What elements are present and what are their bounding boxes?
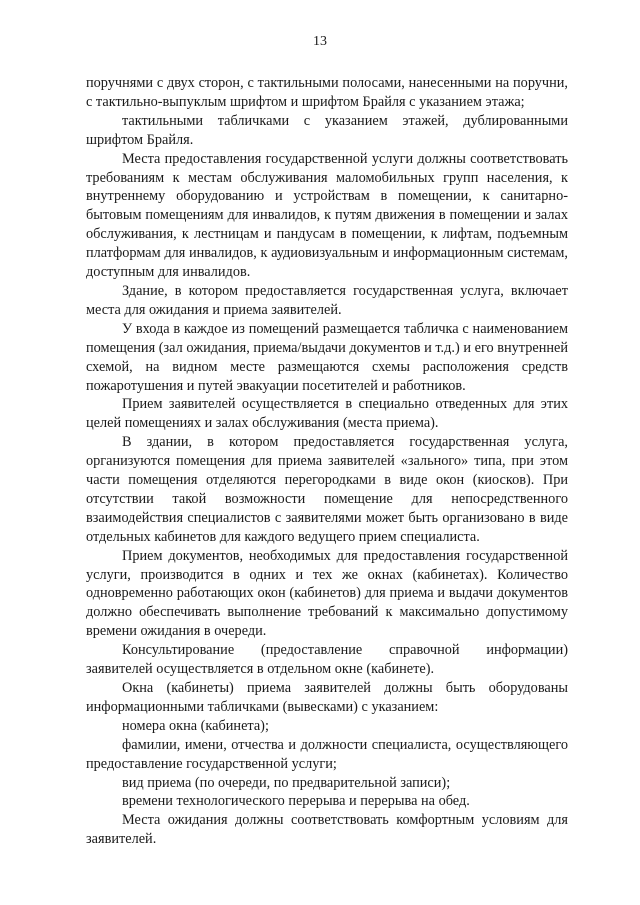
paragraph-tactile-plates: тактильными табличками с указанием этажей, дублированными шрифтом Брайля. <box>86 112 568 148</box>
document-body <box>86 74 568 849</box>
paragraph-window-signs: Окна (кабинеты) приема заявителей должны быть оборудованы информационными табличками (вывесками) с указанием: <box>86 680 568 715</box>
paragraph-service-places-requirements: Места предоставления государственной услуги должны соответствовать требованиям к местам обслуживания маломобильных групп населения, к внутреннему оборудованию и устройствам в помещении, к санитарно-бытовым помещениям для инвалидов, к путям движения в помещении и залах обслуживания, к лестницам и пандусам в помещении, к лифтам, подъемным платформам для инвалидов, к аудиовизуальным и информационным системам, доступным для инвалидов. <box>86 150 568 281</box>
paragraph-break-time: времени технологического перерыва и перерыва на обед. <box>122 793 470 810</box>
paragraph-specialist-name: фамилии, имени, отчества и должности специалиста, осуществляющего предоставление государственной услуги; <box>86 736 568 772</box>
paragraph-document-reception: Прием документов, необходимых для предоставления государственной услуги, производится в одних и тех же окнах (кабинетах). Количество одновременно работающих окон (кабинетов) для приема и выдачи документов должно обеспечивать выполнение требований к максимально допустимому времени ожидания в очереди. <box>86 547 568 640</box>
paragraph-handrails: поручнями с двух сторон, с тактильными полосами, нанесенными на поручни, с тактильно-выпуклым шрифтом и шрифтом Брайля с указанием этажа; <box>86 75 568 110</box>
paragraph-waiting-places: Места ожидания должны соответствовать комфортным условиям для заявителей. <box>86 812 568 848</box>
paragraph-reception-rooms: Прием заявителей осуществляется в специально отведенных для этих целей помещениях и залах обслуживания (места приема). <box>86 396 568 432</box>
paragraph-reception-type: вид приема (по очереди, по предварительной записи); <box>122 774 451 791</box>
paragraph-consulting: Консультирование (предоставление справочной информации) заявителей осуществляется в отдельном окне (кабинете). <box>86 642 568 678</box>
paragraph-hall-type-rooms: В здании, в котором предоставляется государственная услуга, организуются помещения для приема заявителей «зального» типа, при этом части помещения отделяются перегородками в виде окон (киосков). При отсутствии такой возможности помещение для непосредственного взаимодействия специалистов с заявителями может быть организовано в виде отдельных кабинетов для каждого ведущего прием специалиста. <box>86 434 568 545</box>
paragraph-window-number: номера окна (кабинета); <box>122 717 269 734</box>
paragraph-entrance-sign: У входа в каждое из помещений размещается табличка с наименованием помещения (зал ожидания, приема/выдачи документов и т.д.) и его внутренней схемой, на видном месте размещаются схемы расположения средств пожаротушения и путей эвакуации посетителей и работников. <box>86 320 568 394</box>
paragraph-building-waiting-places: Здание, в котором предоставляется государственная услуга, включает места для ожидания и приема заявителей. <box>86 282 568 318</box>
page-number: 13 <box>313 34 327 49</box>
